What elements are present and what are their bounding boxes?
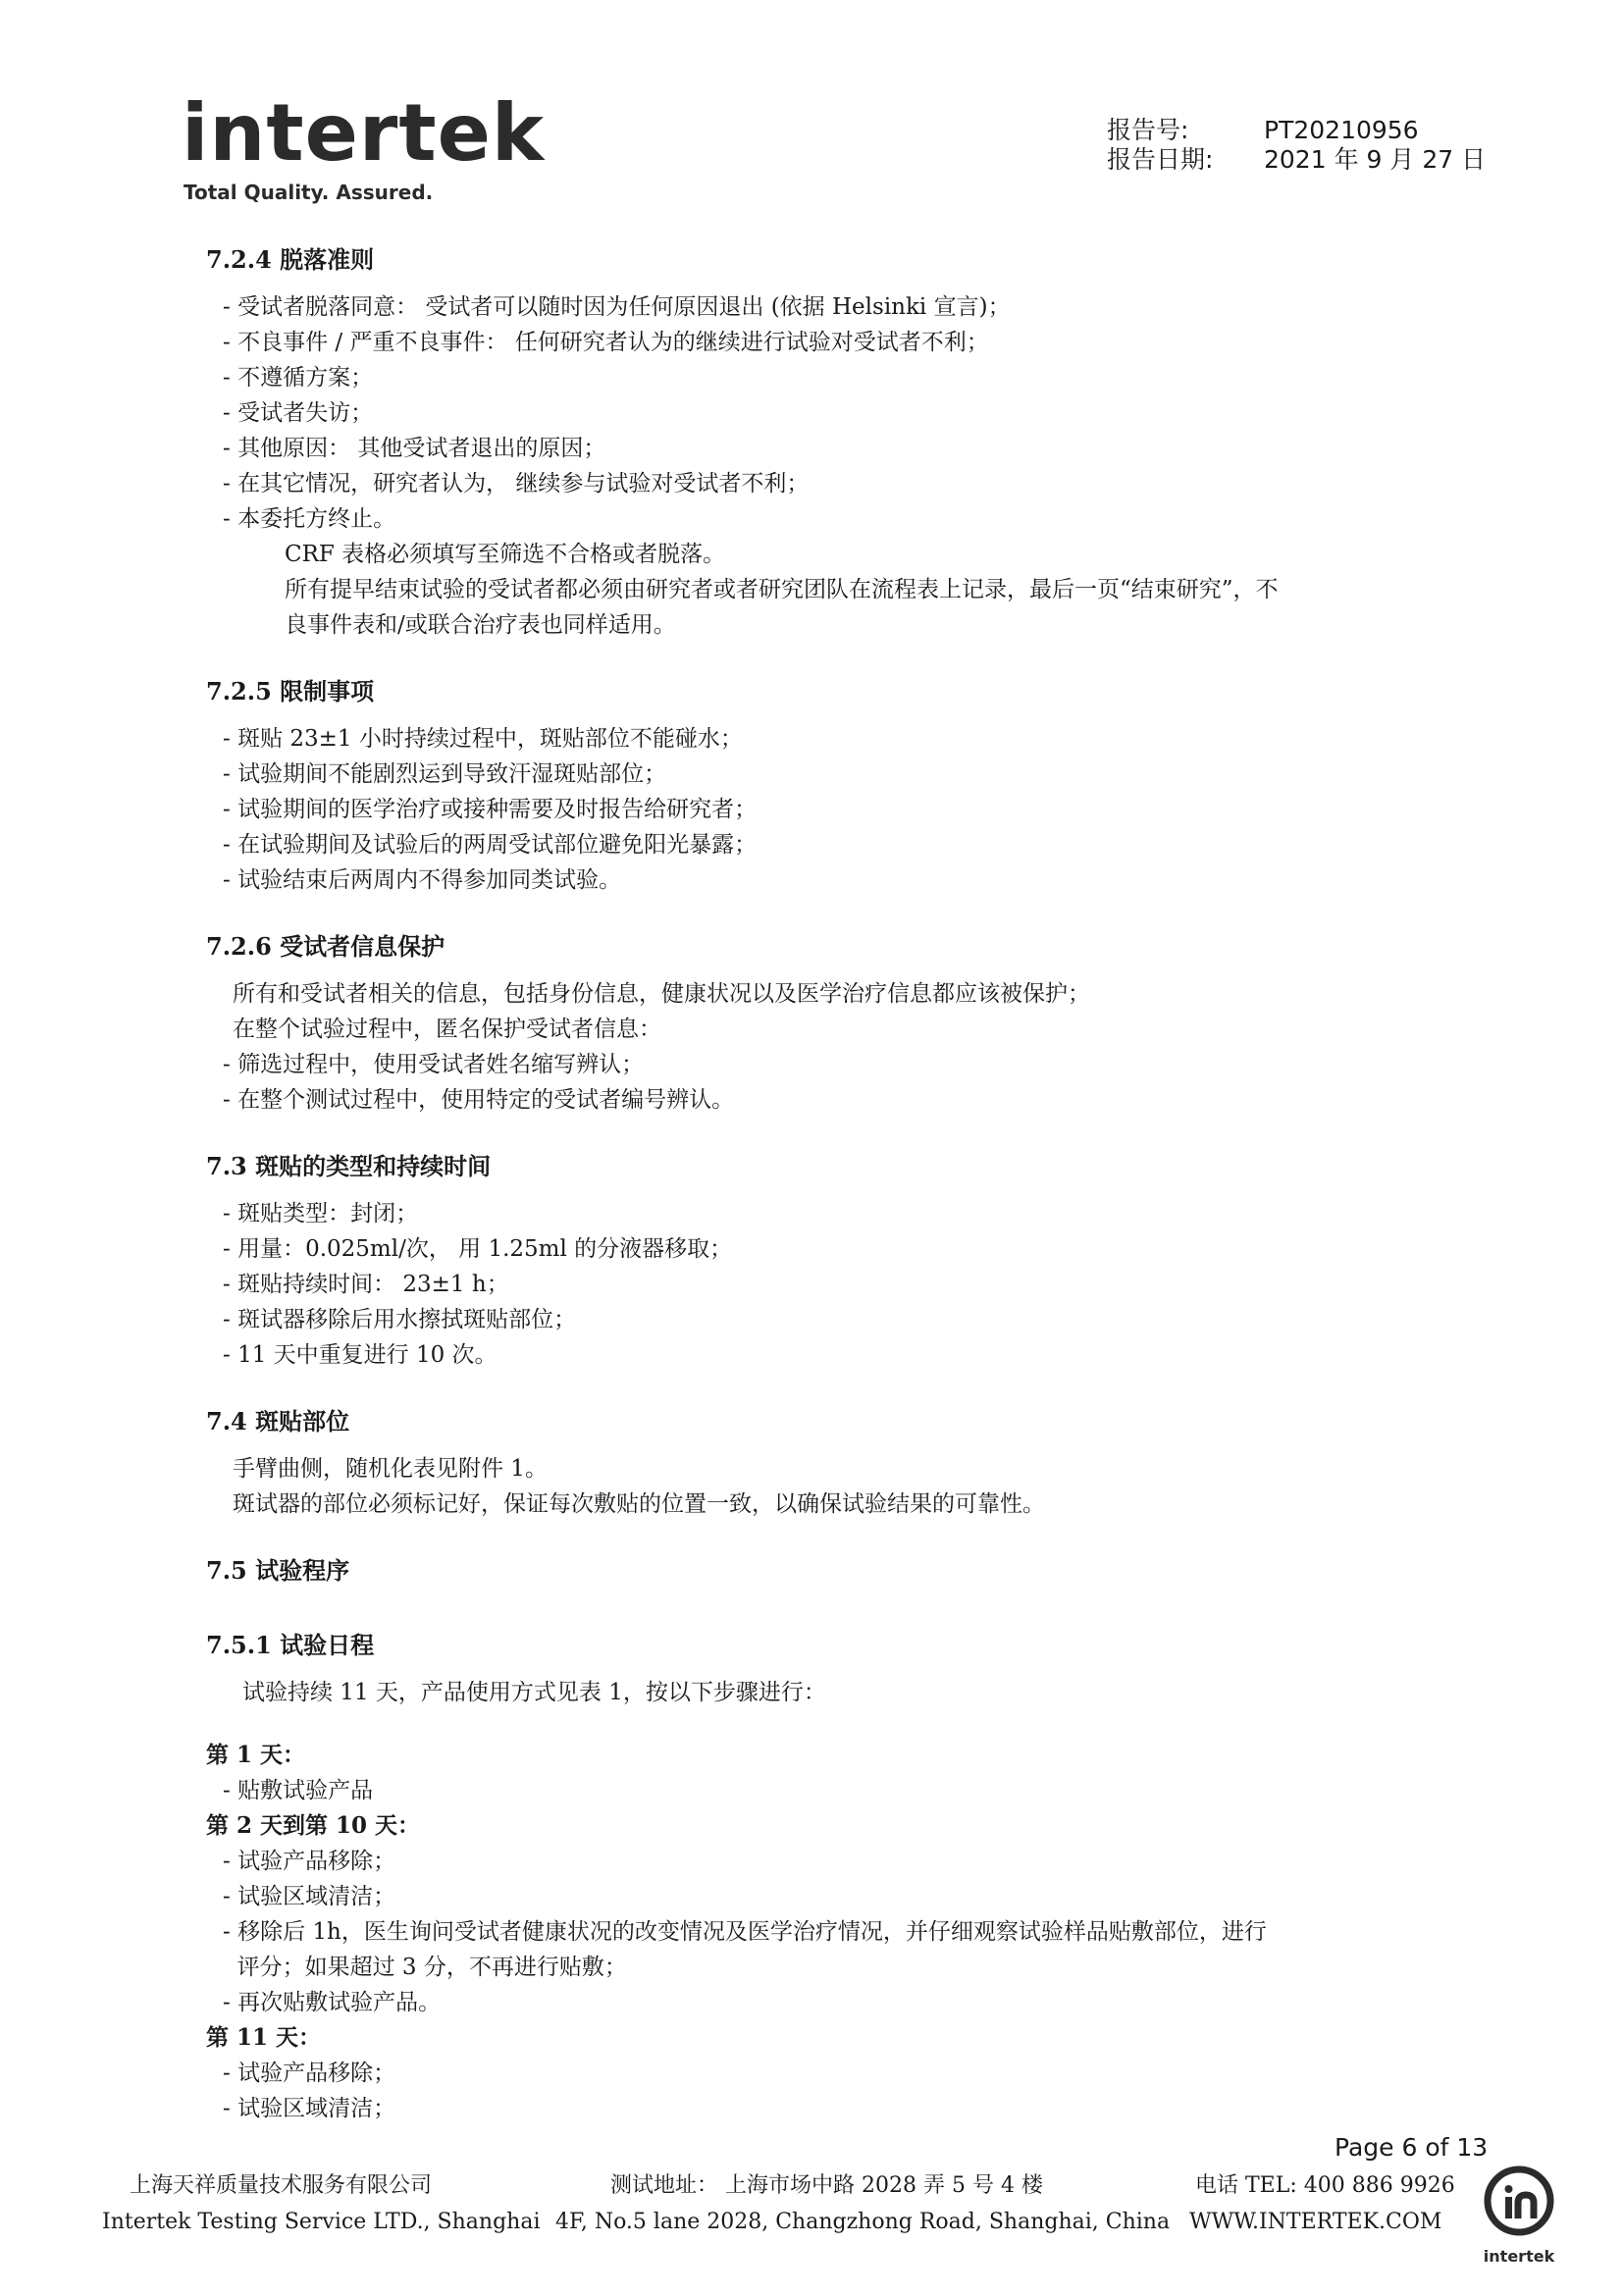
list-item: - 用量：0.025ml/次， 用 1.25ml 的分液器移取；: [223, 1236, 733, 1262]
list-item: - 斑试器移除后用水擦拭斑贴部位；: [223, 1307, 577, 1332]
phone: 电话 TEL: 400 886 9926: [1195, 2173, 1455, 2198]
section-title-7-5-1: 7.5.1 试验日程: [206, 1631, 375, 1659]
paragraph: 在整个试验过程中，匿名保护受试者信息：: [233, 1017, 661, 1042]
section-title-7-2-4: 7.2.4 脱落准则: [206, 245, 375, 274]
list-item: - 筛选过程中，使用受试者姓名缩写辨认；: [223, 1052, 645, 1077]
list-item: - 试验期间的医学治疗或接种需要及时报告给研究者；: [223, 797, 758, 822]
day-heading: 第 2 天到第 10 天：: [206, 1812, 421, 1839]
page-number: Page 6 of 13: [1335, 2133, 1489, 2162]
website: WWW.INTERTEK.COM: [1189, 2210, 1442, 2234]
report-date-row: [1107, 145, 1486, 175]
list-item: - 受试者失访；: [223, 400, 374, 426]
report-number-row: [1107, 116, 1486, 145]
intertek-logo: [182, 87, 546, 204]
section-title-7-3: 7.3 斑贴的类型和持续时间: [206, 1152, 492, 1180]
report-meta: [1107, 116, 1486, 175]
day-heading: 第 11 天：: [206, 2024, 322, 2051]
company-name-en: Intertek Testing Service LTD., Shanghai: [102, 2210, 541, 2234]
list-item: - 试验区域清洁；: [223, 1884, 396, 1909]
list-item: - 斑贴 23±1 小时持续过程中，斑贴部位不能碰水；: [223, 726, 743, 752]
list-item: - 试验期间不能剧烈运到导致汗湿斑贴部位；: [223, 761, 667, 787]
list-item: - 贴敷试验产品: [223, 1778, 374, 1803]
logo-tagline: Total Quality. Assured.: [183, 181, 434, 204]
address-cn: 测试地址： 上海市场中路 2028 弄 5 号 4 楼: [610, 2173, 1043, 2198]
company-name-cn: 上海天祥质量技术服务有限公司: [130, 2173, 433, 2198]
paragraph: 试验持续 11 天，产品使用方式见表 1，按以下步骤进行：: [242, 1680, 826, 1705]
list-item: - 11 天中重复进行 10 次。: [223, 1342, 497, 1368]
list-item: - 试验产品移除；: [223, 1849, 396, 1874]
list-item: - 再次贴敷试验产品。: [223, 1990, 442, 2015]
badge-text: intertek: [1483, 2247, 1555, 2266]
section-title-7-2-6: 7.2.6 受试者信息保护: [206, 932, 445, 961]
paragraph: 手臂曲侧，随机化表见附件 1。: [233, 1456, 548, 1482]
list-item: - 其他原因： 其他受试者退出的原因；: [223, 436, 606, 461]
list-item: - 试验区域清洁；: [223, 2096, 396, 2121]
list-item: - 斑贴持续时间： 23±1 h；: [223, 1272, 509, 1297]
list-item: - 在试验期间及试验后的两周受试部位避免阳光暴露；: [223, 832, 758, 858]
list-item: - 受试者脱落同意： 受试者可以随时因为任何原因退出 (依据 Helsinki 宣言)；: [223, 294, 1011, 320]
list-item: - 试验结束后两周内不得参加同类试验。: [223, 867, 622, 893]
day-heading: 第 1 天：: [206, 1742, 306, 1768]
logo-wordmark: intertek: [182, 87, 546, 179]
list-item: - 本委托方终止。: [223, 506, 396, 532]
list-item: 评分；如果超过 3 分，不再进行贴敷；: [223, 1955, 627, 1980]
list-item: - 不良事件 / 严重不良事件： 任何研究者认为的继续进行试验对受试者不利；: [223, 330, 989, 355]
intertek-badge-icon: [1482, 2164, 1556, 2271]
paragraph: 良事件表和/或联合治疗表也同样适用。: [285, 612, 676, 638]
paragraph: 斑试器的部位必须标记好，保证每次敷贴的位置一致，以确保试验结果的可靠性。: [233, 1491, 1045, 1517]
list-item: - 不遵循方案；: [223, 365, 374, 391]
address-en: 4F, No.5 lane 2028, Changzhong Road, Shanghai, China: [555, 2210, 1171, 2234]
paragraph: 所有提早结束试验的受试者都必须由研究者或者研究团队在流程表上记录，最后一页“结束研究”，不: [285, 577, 1279, 602]
section-title-7-5: 7.5 试验程序: [206, 1556, 350, 1585]
paragraph: CRF 表格必须填写至筛选不合格或者脱落。: [285, 542, 726, 567]
section-title-7-2-5: 7.2.5 限制事项: [206, 677, 375, 705]
list-item: - 试验产品移除；: [223, 2061, 396, 2086]
section-title-7-4: 7.4 斑贴部位: [206, 1407, 350, 1435]
list-item: - 在其它情况，研究者认为， 继续参与试验对受试者不利；: [223, 471, 810, 496]
report-date: 2021 年 9 月 27 日: [1264, 145, 1487, 174]
list-item: - 移除后 1h，医生询问受试者健康状况的改变情况及医学治疗情况，并仔细观察试验样品贴敷部位，进行: [223, 1919, 1267, 1945]
paragraph: 所有和受试者相关的信息，包括身份信息，健康状况以及医学治疗信息都应该被保护；: [233, 981, 1090, 1007]
list-item: - 在整个测试过程中，使用特定的受试者编号辨认。: [223, 1087, 735, 1113]
report-number-label: 报告号:: [1107, 116, 1189, 144]
report-date-label: 报告日期:: [1107, 145, 1214, 174]
report-number: PT20210956: [1264, 116, 1419, 144]
list-item: - 斑贴类型：封闭；: [223, 1201, 419, 1226]
